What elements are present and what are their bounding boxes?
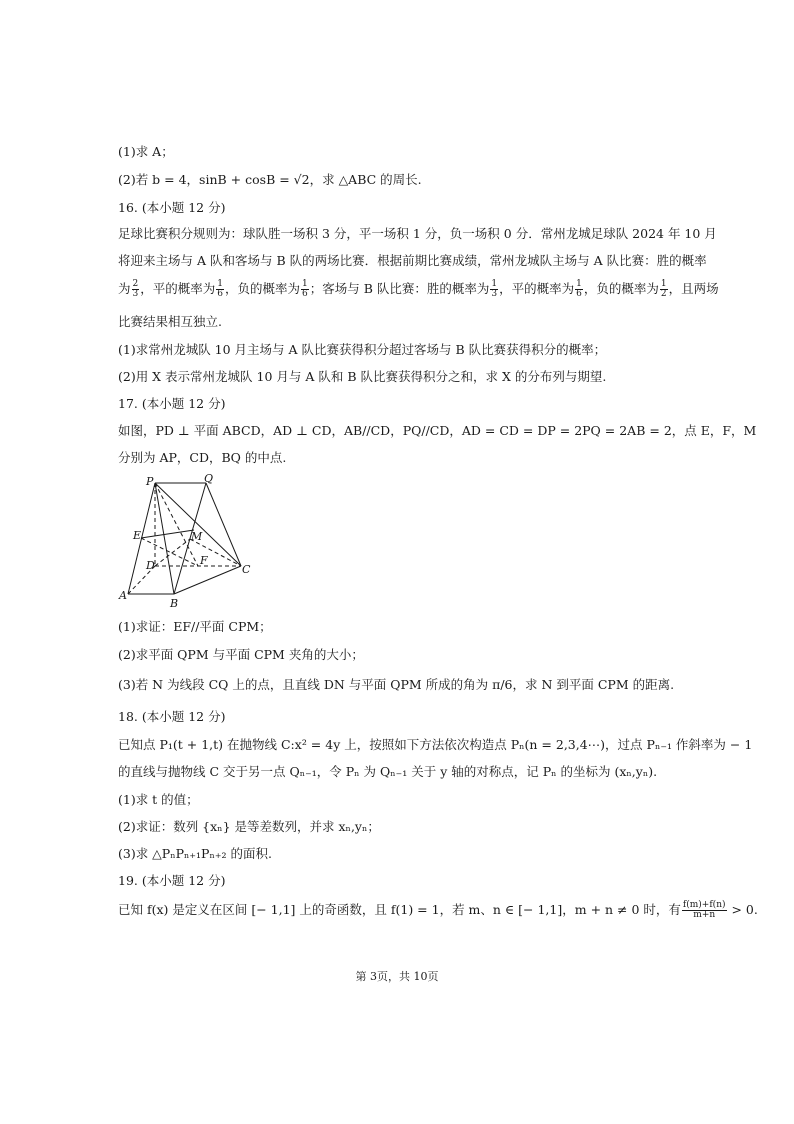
fraction	[132, 280, 140, 299]
page-footer: 第 3页，共 10页	[355, 970, 439, 983]
frac-num: 1	[491, 279, 498, 289]
q19-text-tail: > 0.	[727, 902, 758, 917]
frac-num: 1	[576, 279, 582, 289]
frac-num: f(m)+f(n)	[682, 900, 726, 910]
frac-num: 1	[660, 279, 667, 289]
fraction	[301, 280, 309, 299]
q19-text-main: 已知 f(x) 是定义在区间 [− 1,1] 上的奇函数，且 f(1) = 1，若 m、n ∈ [− 1,1]，m + n ≠ 0 时，有	[118, 902, 681, 917]
frac-den: 3	[132, 289, 139, 299]
q19-text	[118, 901, 758, 920]
frac-den: 6	[576, 289, 582, 299]
q16-part2: (2)用 X 表示常州龙城队 10 月与 A 队和 B 队比赛获得积分之和，求 X 的分布列与期望.	[118, 369, 607, 384]
q18-text-2: 的直线与抛物线 C 交于另一点 Qₙ₋₁，令 Pₙ 为 Qₙ₋₁ 关于 y 轴的对称点，记 Pₙ 的坐标为 (xₙ,yₙ).	[118, 764, 658, 779]
frac-den: 2	[660, 289, 667, 299]
q16-prob-line	[118, 280, 719, 299]
label-p: P	[146, 475, 154, 488]
q17-text-1: 如图，PD ⊥ 平面 ABCD，AD ⊥ CD，AB//CD，PQ//CD，AD = CD = DP = 2PQ = 2AB = 2，点 E，F，M	[118, 423, 757, 438]
label-c: C	[242, 563, 251, 576]
fraction	[660, 280, 668, 299]
label-q: Q	[204, 472, 214, 485]
q16-text-2: 将迎来主场与 A 队和客场与 B 队的两场比赛．根据前期比赛成绩，常州龙城队主场与 A 队比赛：胜的概率	[118, 253, 707, 268]
q18-part1: (1)求 t 的值；	[118, 792, 199, 807]
frac-num: 1	[302, 279, 308, 289]
q16-header: 16. (本小题 12 分)	[118, 200, 226, 215]
prob-text-3: ，负的概率为	[225, 281, 301, 296]
geometry-figure	[114, 472, 264, 612]
prob-text-1: 为	[118, 281, 131, 296]
line-2: (2)若 b = 4，sinB + cosB = √2，求 △ABC 的周长.	[118, 172, 422, 187]
label-e: E	[133, 529, 142, 542]
label-d: D	[146, 559, 155, 572]
q18-part3: (3)求 △PₙPₙ₊₁Pₙ₊₂ 的面积.	[118, 846, 272, 861]
frac-den: 6	[217, 289, 223, 299]
frac-den: 3	[491, 289, 498, 299]
q18-text-1: 已知点 P₁(t + 1,t) 在抛物线 C:x² = 4y 上，按照如下方法依次构造点 Pₙ(n = 2,3,4⋯)，过点 Pₙ₋₁ 作斜率为 − 1	[118, 737, 753, 752]
q16-text-3: 比赛结果相互独立.	[118, 314, 222, 329]
q17-text-2: 分别为 AP，CD，BQ 的中点.	[118, 450, 287, 465]
frac-den: m+n	[693, 910, 716, 920]
q17-header: 17. (本小题 12 分)	[118, 396, 226, 411]
q18-part2: (2)求证：数列 {xₙ} 是等差数列，并求 xₙ,yₙ；	[118, 819, 380, 834]
fraction	[682, 901, 727, 920]
q19-header: 19. (本小题 12 分)	[118, 873, 226, 888]
frac-num: 2	[132, 279, 139, 289]
q17-part1: (1)求证：EF//平面 CPM；	[118, 619, 272, 634]
q18-header: 18. (本小题 12 分)	[118, 709, 226, 724]
q17-part3: (3)若 N 为线段 CQ 上的点，且直线 DN 与平面 QPM 所成的角为 π/6，求 N 到平面 CPM 的距离.	[118, 677, 675, 692]
q16-part1: (1)求常州龙城队 10 月主场与 A 队比赛获得积分超过客场与 B 队比赛获得积分的概率；	[118, 342, 607, 357]
frac-den: 6	[302, 289, 308, 299]
label-f: F	[200, 554, 208, 567]
prob-text-4: ；客场与 B 队比赛：胜的概率为	[309, 281, 490, 296]
prob-text-5: ，平的概率为	[499, 281, 575, 296]
line-1: (1)求 A；	[118, 144, 174, 159]
fraction	[575, 280, 583, 299]
label-b: B	[170, 597, 179, 610]
prob-text-2: ，平的概率为	[140, 281, 216, 296]
prob-text-6: ，负的概率为	[583, 281, 659, 296]
fraction	[490, 280, 498, 299]
label-m: M	[191, 530, 203, 543]
q17-part2: (2)求平面 QPM 与平面 CPM 夹角的大小；	[118, 647, 364, 662]
prob-text-7: ，且两场	[668, 281, 719, 296]
q16-text-1: 足球比赛积分规则为：球队胜一场积 3 分，平一场积 1 分，负一场积 0 分．常州龙城足球队 2024 年 10 月	[118, 226, 717, 241]
fraction	[216, 280, 224, 299]
frac-num: 1	[217, 279, 223, 289]
label-a: A	[119, 589, 127, 602]
